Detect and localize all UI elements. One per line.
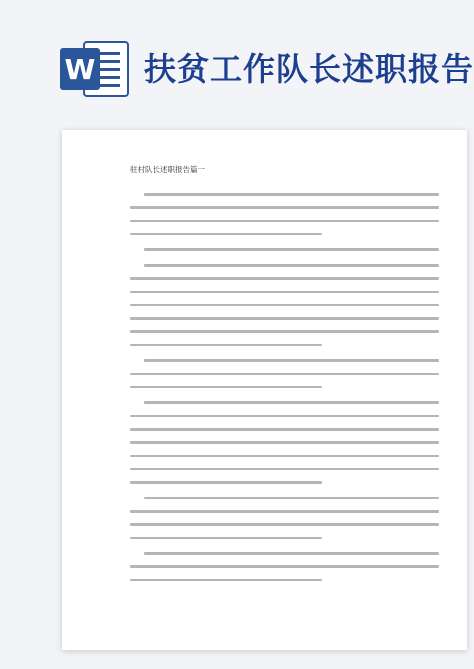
illegible-text-line bbox=[144, 264, 439, 267]
illegible-text-line bbox=[144, 401, 439, 404]
illegible-text-line bbox=[130, 206, 439, 209]
document-heading: 驻村队长述职报告篇一 bbox=[130, 165, 205, 174]
word-icon-letter: W bbox=[64, 53, 96, 86]
illegible-text-line bbox=[130, 468, 439, 471]
illegible-text-line bbox=[130, 277, 439, 280]
illegible-text-line bbox=[144, 497, 439, 500]
illegible-text-line bbox=[130, 523, 439, 526]
illegible-text-line bbox=[144, 359, 439, 362]
page-title: 扶贫工作队长述职报告 bbox=[144, 50, 474, 88]
illegible-text-line bbox=[130, 373, 439, 376]
illegible-text-line bbox=[144, 552, 439, 555]
document-paragraph bbox=[130, 552, 439, 581]
illegible-text-line bbox=[130, 537, 322, 540]
illegible-text-line bbox=[130, 415, 439, 418]
illegible-text-line bbox=[130, 317, 439, 320]
document-paragraphs bbox=[130, 193, 439, 581]
illegible-text-line bbox=[144, 248, 439, 251]
document-paragraph bbox=[130, 497, 439, 539]
illegible-text-line bbox=[130, 386, 322, 389]
document-paragraph bbox=[130, 264, 439, 346]
document-paragraph bbox=[130, 248, 439, 251]
document-paragraph bbox=[130, 359, 439, 388]
illegible-text-line bbox=[130, 344, 322, 347]
header-banner bbox=[0, 0, 474, 120]
illegible-text-line bbox=[130, 579, 322, 582]
illegible-text-line bbox=[130, 565, 439, 568]
illegible-text-line bbox=[130, 441, 439, 444]
illegible-text-line bbox=[130, 428, 439, 431]
illegible-text-line bbox=[130, 304, 439, 307]
illegible-text-line bbox=[130, 481, 322, 484]
illegible-text-line bbox=[130, 510, 439, 513]
document-paragraph bbox=[130, 193, 439, 235]
illegible-text-line bbox=[130, 455, 439, 458]
illegible-text-line bbox=[130, 291, 439, 294]
document-paragraph bbox=[130, 401, 439, 483]
illegible-text-line bbox=[144, 193, 439, 196]
document-page bbox=[62, 130, 467, 650]
illegible-text-line bbox=[130, 220, 439, 223]
illegible-text-line bbox=[130, 233, 322, 236]
illegible-text-line bbox=[130, 330, 439, 333]
word-document-icon bbox=[58, 38, 130, 100]
document-body bbox=[130, 164, 439, 594]
